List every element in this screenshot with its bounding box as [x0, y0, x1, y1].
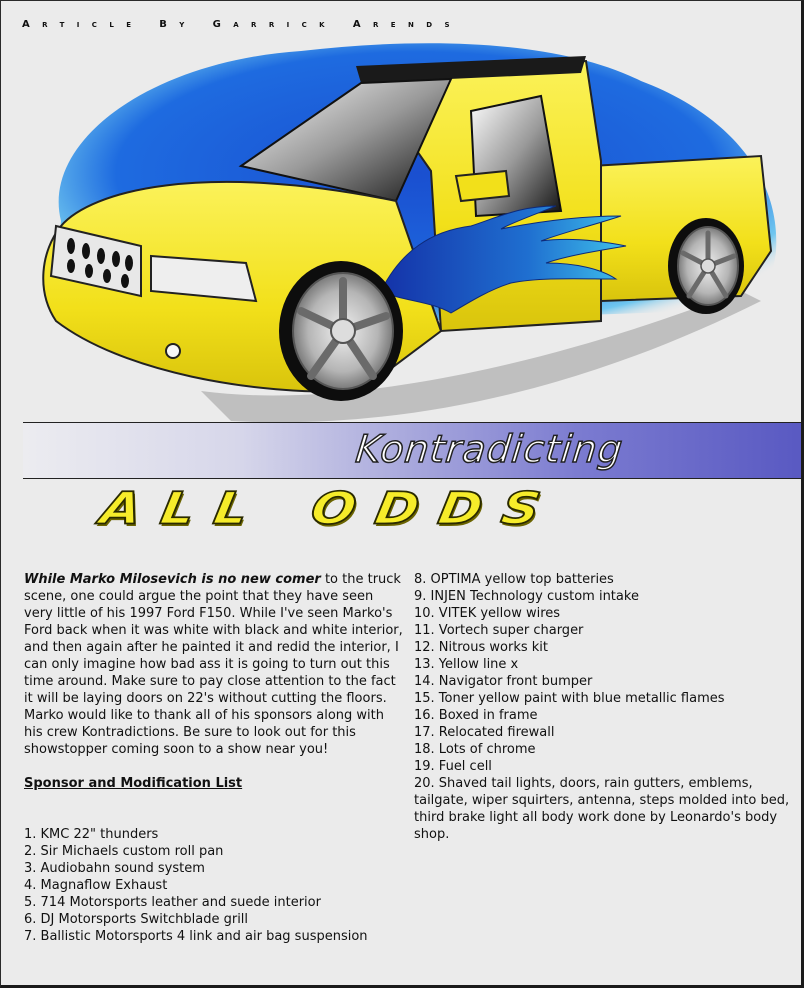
list-item: 10. VITEK yellow wires — [414, 606, 561, 621]
title-word-all: ALL — [96, 483, 273, 535]
list-item: 14. Navigator front bumper — [414, 674, 593, 689]
list-item: 1. KMC 22" thunders — [24, 827, 159, 842]
byline: Article By Garrick Arends — [22, 19, 462, 30]
list-item: 17. Relocated firewall — [414, 725, 555, 740]
article-intro — [24, 571, 404, 758]
list-item: 3. Audiobahn sound system — [24, 861, 205, 876]
list-item: 7. Ballistic Motorsports 4 link and air bag suspension — [24, 929, 368, 944]
list-item: 16. Boxed in frame — [414, 708, 538, 723]
list-item: 8. OPTIMA yellow top batteries — [414, 572, 614, 587]
title-line-1: Kontradicting — [353, 427, 626, 471]
list-item: 20. Shaved tail lights, doors, rain gutters, emblems, tailgate, wiper squirters, antenna, steps molded into bed, third brake light all body work done by Leonardo's body shop. — [414, 776, 790, 842]
list-item: 15. Toner yellow paint with blue metallic flames — [414, 691, 725, 706]
title-line-2 — [97, 484, 564, 535]
sponsor-list-heading: Sponsor and Modification List — [24, 776, 243, 791]
list-item: 2. Sir Michaels custom roll pan — [24, 844, 224, 859]
list-item: 6. DJ Motorsports Switchblade grill — [24, 912, 249, 927]
article-lead: While Marko Milosevich is no new comer — [24, 572, 321, 587]
list-item: 5. 714 Motorsports leather and suede interior — [24, 895, 321, 910]
sponsor-list-left — [24, 826, 404, 945]
article-left-column — [24, 571, 404, 945]
title-word-odds: ODDS — [307, 483, 564, 535]
list-item: 9. INJEN Technology custom intake — [414, 589, 639, 604]
sponsor-list-right — [414, 571, 799, 843]
article-right-column — [414, 571, 799, 843]
list-item: 11. Vortech super charger — [414, 623, 584, 638]
list-item: 13. Yellow line x — [414, 657, 519, 672]
list-item: 4. Magnaflow Exhaust — [24, 878, 168, 893]
list-item: 19. Fuel cell — [414, 759, 492, 774]
list-item: 18. Lots of chrome — [414, 742, 536, 757]
truck-illustration — [1, 1, 804, 441]
list-item: 12. Nitrous works kit — [414, 640, 548, 655]
article-body: to the truck scene, one could argue the point that they have seen very little of his 1997 Ford F150. While I've seen Marko's Ford back when it was white with black and white interior, and then again after he painted it and redid the interior, I can only imagine how bad ass it is going to turn out this time around. Make sure to pay close attention to the fact it will be laying doors on 22's without cutting the floors. Marko would like to thank all of his sponsors along with his crew Kontradictions. Be sure to look out for this showstopper coming soon to a show near you! — [24, 572, 403, 757]
